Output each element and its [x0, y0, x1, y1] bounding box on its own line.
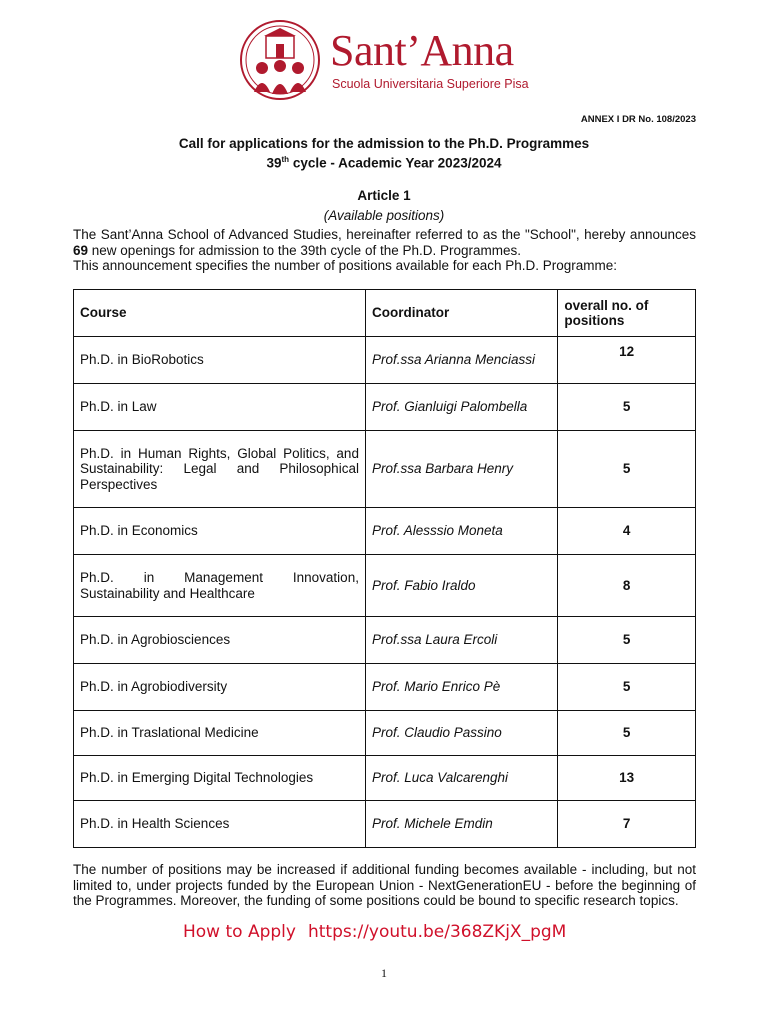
course-cell: Ph.D. in Health Sciences [74, 801, 366, 848]
coordinator-cell: Prof. Fabio Iraldo [365, 555, 557, 617]
title-line-2: 39th cycle - Academic Year 2023/2024 [266, 155, 502, 171]
article-subheading: (Available positions) [323, 208, 445, 223]
table-header-row [74, 290, 696, 337]
coordinator-cell: Prof.ssa Arianna Menciassi [365, 337, 557, 384]
university-logo [236, 18, 536, 102]
positions-cell: 4 [558, 508, 696, 555]
page-number: 1 [381, 966, 387, 980]
course-cell: Ph.D. in Agrobiodiversity [74, 664, 366, 711]
coordinator-cell: Prof. Michele Emdin [365, 801, 557, 848]
table-row [74, 711, 696, 756]
coordinator-cell: Prof. Claudio Passino [365, 711, 557, 756]
funding-note: The number of positions may be increased if additional funding becomes available - including, but not limited to, under projects funded by the European Union - NextGenerationEU - before the beginning of the Programmes. Moreover, the funding of some positions could be bound to specific research topics. [73, 862, 696, 908]
annex-reference: ANNEX I DR No. 108/2023 [580, 114, 696, 125]
course-cell: Ph.D. in Economics [74, 508, 366, 555]
title-line-1: Call for applications for the admission to the Ph.D. Programmes [178, 136, 590, 151]
positions-total: 69 [73, 242, 89, 258]
course-cell: Ph.D. in Emerging Digital Technologies [74, 756, 366, 801]
table-row [74, 801, 696, 848]
course-cell: Ph.D. in BioRobotics [74, 337, 366, 384]
logo-text: Sant’Anna [330, 26, 514, 75]
header-coordinator: Coordinator [365, 290, 557, 337]
coordinator-cell: Prof. Alesssio Moneta [365, 508, 557, 555]
university-seal-icon [236, 18, 324, 102]
table-row [74, 664, 696, 711]
table-row [74, 617, 696, 664]
positions-cell: 5 [558, 664, 696, 711]
table-row [74, 555, 696, 617]
course-cell: Ph.D. in Law [74, 384, 366, 431]
positions-cell: 5 [558, 617, 696, 664]
course-cell: Ph.D. in Human Rights, Global Politics, and Sustainability: Legal and Philosophical Perspectives [74, 431, 366, 508]
intro-paragraph-1: The Sant’Anna School of Advanced Studies, hereinafter referred to as the "School", hereby announces 69 new openings for admission to the 39th cycle of the Ph.D. Programmes. [73, 227, 696, 258]
positions-cell: 7 [558, 801, 696, 848]
how-to-apply-label: How to Apply [183, 922, 296, 942]
table-row [74, 756, 696, 801]
document-title [0, 136, 768, 172]
how-to-apply [183, 922, 566, 942]
positions-cell: 5 [558, 431, 696, 508]
positions-cell: 12 [558, 337, 696, 384]
positions-cell: 8 [558, 555, 696, 617]
coordinator-cell: Prof. Mario Enrico Pè [365, 664, 557, 711]
how-to-apply-link[interactable]: https://youtu.be/368ZKjX_pgM [307, 922, 567, 942]
article-heading-block [0, 186, 768, 226]
article-heading: Article 1 [357, 188, 411, 203]
course-cell: Ph.D. in Agrobiosciences [74, 617, 366, 664]
header-positions: overall no. of positions [558, 290, 696, 337]
table-row [74, 337, 696, 384]
positions-table [73, 289, 696, 848]
coordinator-cell: Prof. Gianluigi Palombella [365, 384, 557, 431]
coordinator-cell: Prof. Luca Valcarenghi [365, 756, 557, 801]
intro-text [73, 227, 696, 274]
course-cell: Ph.D. in Traslational Medicine [74, 711, 366, 756]
table-row [74, 431, 696, 508]
table-row [74, 384, 696, 431]
logo-subtitle: Scuola Universitaria Superiore Pisa [332, 77, 529, 91]
course-cell: Ph.D. in Management Innovation, Sustainability and Healthcare [74, 555, 366, 617]
table-row [74, 508, 696, 555]
positions-cell: 5 [558, 384, 696, 431]
coordinator-cell: Prof.ssa Barbara Henry [365, 431, 557, 508]
header-course: Course [74, 290, 366, 337]
coordinator-cell: Prof.ssa Laura Ercoli [365, 617, 557, 664]
intro-paragraph-2: This announcement specifies the number of positions available for each Ph.D. Programme: [73, 258, 618, 273]
positions-cell: 13 [558, 756, 696, 801]
positions-cell: 5 [558, 711, 696, 756]
